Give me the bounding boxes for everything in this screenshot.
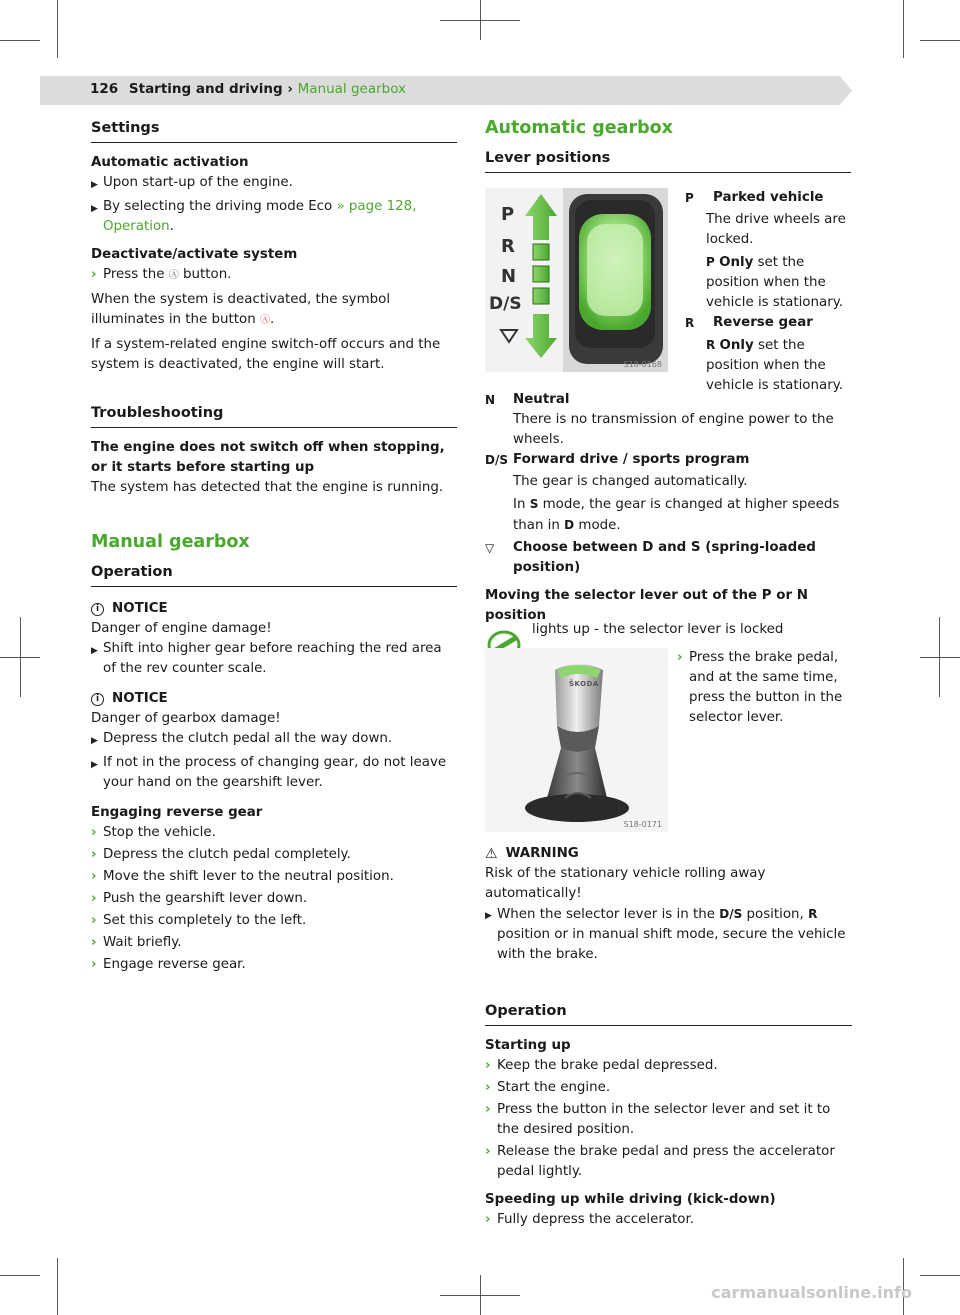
definition-text: There is no transmission of engine power to the wheels. — [513, 412, 834, 447]
triangle-bullet-icon: ▶ — [91, 180, 98, 190]
lights-text: lights up - the selector lever is locked — [532, 622, 784, 637]
list-item: › Wait briefly. — [91, 933, 457, 953]
crop-mark — [0, 40, 40, 41]
gear-label-p: P — [501, 204, 515, 225]
crop-mark — [920, 1275, 960, 1276]
down-triangle-icon: ▽ — [485, 541, 495, 555]
triangle-bullet-icon: ▶ — [91, 204, 98, 214]
right-column-top — [485, 118, 851, 173]
list-item: › Start the engine. — [485, 1078, 852, 1098]
info-circle-icon: i — [91, 603, 104, 616]
chevron-right-icon: › — [91, 913, 97, 928]
breadcrumb-section: Starting and driving › — [128, 81, 293, 97]
automatic-gearbox-heading: Automatic gearbox — [485, 118, 673, 138]
settings-heading: Settings — [91, 118, 457, 143]
info-circle-icon: i — [91, 693, 104, 706]
crop-mark — [903, 0, 904, 58]
page-link[interactable]: » page 128, Operation — [103, 199, 417, 234]
chevron-right-icon: › — [91, 869, 97, 884]
chevron-right-icon: › — [91, 847, 97, 862]
crop-mark — [20, 617, 21, 697]
list-item: › Press the Ⓐ button. — [91, 265, 457, 286]
definition-r: R Reverse gear — [685, 315, 813, 330]
chevron-right-icon: › — [485, 1102, 491, 1117]
chevron-right-icon: › — [91, 957, 97, 972]
chevron-right-icon: › — [485, 1080, 491, 1095]
triangle-bullet-icon: ▶ — [91, 646, 98, 656]
reverse-heading: Engaging reverse gear — [91, 805, 263, 820]
figure2-step — [677, 648, 852, 728]
page-number: 126 — [90, 81, 119, 97]
gear-label-n: N — [501, 266, 517, 287]
list-item: › Press the brake pedal, and at the same time, press the button in the selector lever. — [677, 648, 852, 728]
list-item: › Keep the brake pedal depressed. — [485, 1056, 852, 1076]
lever-definitions: N Neutral There is no transmission of engine power to the wheels. D/S Forward drive / sports program The gear is changed automatically. In S mode, the gear is changed at higher speeds than in D mode. ▽ Choose between D and S (spring-loaded position) Moving the selector lever out of the P or N position lights up - the selector lever is locked — [485, 390, 852, 662]
notice-text: Danger of gearbox damage! — [91, 711, 281, 726]
definition-text: The gear is changed automatically. — [513, 474, 748, 489]
triangle-bullet-icon: ▶ — [485, 911, 492, 921]
chevron-right-icon: › — [91, 891, 97, 906]
list-item: ▶ Upon start-up of the engine. — [91, 173, 457, 195]
lever-definitions-side: P Parked vehicle The drive wheels are locked. P Only set the position when the vehicle is stationary. R Reverse gear R Only set the position when the vehicle is stationary. — [685, 188, 850, 396]
chevron-right-icon: › — [91, 267, 97, 282]
manual-gearbox-heading: Manual gearbox — [91, 532, 250, 552]
down-triangle-icon — [501, 330, 517, 342]
deactivate-text: If a system-related engine switch-off occurs and the system is deactivated, the engine will start. — [91, 337, 441, 372]
start-stop-off-lit-icon: Ⓐ — [259, 315, 270, 326]
notice-label: i NOTICE — [91, 689, 457, 709]
auto-activation-heading: Automatic activation — [91, 155, 249, 170]
triangle-bullet-icon: ▶ — [91, 760, 98, 770]
crop-mark — [920, 657, 960, 658]
list-item: › Release the brake pedal and press the accelerator pedal lightly. — [485, 1142, 852, 1182]
operation-heading: Operation — [485, 1001, 852, 1026]
list-item: › Stop the vehicle. — [91, 823, 457, 843]
crop-mark — [57, 0, 58, 58]
list-item: › Engage reverse gear. — [91, 955, 457, 975]
crop-mark — [57, 1258, 58, 1315]
list-item: ▶ When the selector lever is in the D/S position, R position or in manual shift mode, secure the vehicle with the brake. — [485, 904, 852, 965]
list-item: › Push the gearshift lever down. — [91, 889, 457, 909]
list-item: ▶ By selecting the driving mode Eco » page 128, Operation. — [91, 197, 457, 237]
crop-mark — [480, 1275, 481, 1315]
definition-choose: ▽ Choose between D and S (spring-loaded position) — [485, 538, 852, 578]
chevron-right-icon: › — [485, 1058, 491, 1073]
chevron-right-icon: › — [485, 1144, 491, 1159]
figure-id: S18-0171 — [623, 820, 662, 829]
chevron-right-icon: › — [91, 825, 97, 840]
left-column: Settings Automatic activation ▶ Upon start-up of the engine. ▶ By selecting the driving mode Eco » page 128, Operation. Deactivate/activate system › Press the Ⓐ button. When the system is deactivated, the symbol illuminates in the button Ⓐ. If a system-related engine switch-off occurs and the system is deactivated, the engine will start. Troubleshooting The engine does not switch off when stopping, or it starts before starting up The system has detected that the engine is running. Manual gearbox Operation i NOTICE Danger of engine damage! ▶ Shift into higher gear before reaching the red area of the rev counter scale. i NOTICE Danger of gearbox damage! ▶ Depress the clutch pedal all the way down. ▶ If not in the process of changing gear, do not leave your hand on the gearshift lever. Engaging reverse gear › Stop the vehicle. › Depress the clutch pedal completely. › Move the shift lever to the neutral position. › Push the gearshift lever down. › Set this completely to the left. › Wait briefly. › Engage reverse gear. — [91, 118, 457, 975]
start-stop-off-icon: Ⓐ — [168, 270, 179, 281]
chevron-right-icon: › — [485, 1212, 491, 1227]
list-item: › Set this completely to the left. — [91, 911, 457, 931]
lever-positions-figure — [485, 188, 668, 372]
crop-mark — [480, 0, 481, 40]
notice-label: i NOTICE — [91, 599, 457, 619]
deactivate-heading: Deactivate/activate system — [91, 247, 298, 262]
list-item: ▶ If not in the process of changing gear, do not leave your hand on the gearshift lever. — [91, 753, 457, 793]
right-column-bottom — [485, 844, 852, 1230]
crop-mark — [0, 1275, 40, 1276]
warning-text: Risk of the stationary vehicle rolling away automatically! — [485, 866, 766, 901]
warning-triangle-icon: ⚠ — [485, 846, 498, 862]
chevron-right-icon: › — [91, 935, 97, 950]
gear-label-ds: D/S — [489, 294, 522, 314]
breadcrumb-subsection[interactable]: Manual gearbox — [297, 81, 407, 97]
figure-id: S18-0168 — [623, 360, 662, 369]
definition-n: N Neutral — [485, 392, 570, 407]
page-header — [90, 81, 406, 97]
list-item: › Fully depress the accelerator. — [485, 1210, 852, 1230]
warning-label: ⚠ WARNING — [485, 846, 579, 862]
definition-text: The drive wheels are locked. — [706, 212, 846, 247]
list-item: ▶ Shift into higher gear before reaching the red area of the rev counter scale. — [91, 639, 457, 679]
troubleshooting-question: The engine does not switch off when stopping, or it starts before starting up — [91, 440, 445, 475]
list-item: ▶ Depress the clutch pedal all the way down. — [91, 729, 457, 751]
crop-mark — [939, 617, 940, 697]
brand-logo: ŠKODA — [569, 680, 599, 688]
footer-watermark: carmanualsonline.info — [711, 1283, 912, 1302]
selector-lever-illustration — [485, 648, 668, 832]
troubleshooting-answer: The system has detected that the engine is running. — [91, 480, 444, 495]
definition-p: P Parked vehicle — [685, 190, 824, 205]
definition-ds: D/S Forward drive / sports program — [485, 452, 750, 467]
gear-label-r: R — [501, 236, 515, 257]
troubleshooting-heading: Troubleshooting — [91, 403, 457, 428]
list-item: › Depress the clutch pedal completely. — [91, 845, 457, 865]
notice-text: Danger of engine damage! — [91, 621, 272, 636]
triangle-bullet-icon: ▶ — [91, 736, 98, 746]
chevron-right-icon: › — [677, 650, 683, 665]
lever-positions-heading: Lever positions — [485, 148, 851, 173]
kick-down-heading: Speeding up while driving (kick-down) — [485, 1192, 776, 1207]
starting-up-heading: Starting up — [485, 1038, 571, 1053]
selector-lever-figure — [485, 648, 668, 832]
crop-mark — [920, 40, 960, 41]
list-item: › Move the shift lever to the neutral position. — [91, 867, 457, 887]
list-item: › Press the button in the selector lever and set it to the desired position. — [485, 1100, 852, 1140]
operation-heading: Operation — [91, 562, 457, 587]
